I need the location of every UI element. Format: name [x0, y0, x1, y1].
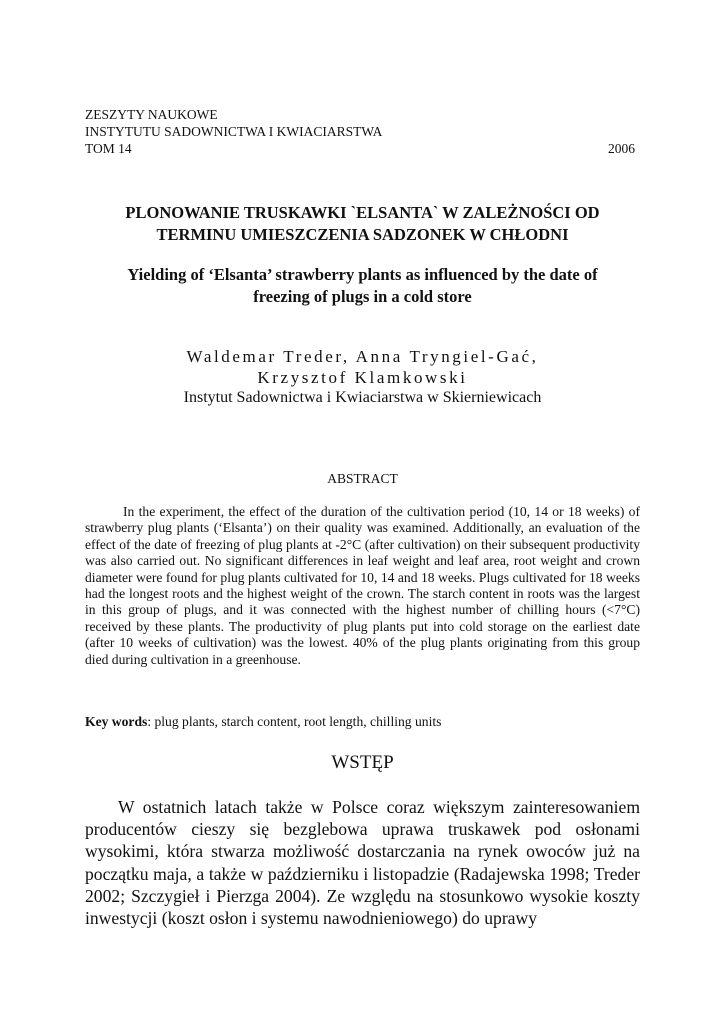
- section-body-text: W ostatnich latach także w Polsce coraz większym zainteresowaniem producentów cieszy się bezglebowa uprawa truskawek pod osłonami wysokimi, która stwarza możliwość dostarczania na rynek owoców już na początku maja, a także w październiku i listopadzie (Radajewska 1998; Treder 2002; Szczygieł i Pierzga 2004). Ze względu na stosunkowo wysokie koszty inwestycji (koszt osłon i systemu nawodnieniowego) do uprawy: [85, 797, 640, 929]
- title-polish-line1: PLONOWANIE TRUSKAWKI `ELSANTA` W ZALEŻNOŚCI OD: [125, 203, 600, 222]
- journal-name-line1: ZESZYTY NAUKOWE: [85, 107, 218, 122]
- journal-name-line2: INSTYTUTU SADOWNICTWA I KWIACIARSTWA: [85, 124, 383, 139]
- journal-year: 2006: [608, 141, 635, 156]
- section-heading: WSTĘP: [331, 752, 394, 773]
- title-polish: [70, 202, 655, 246]
- title-english-line2: freezing of plugs in a cold store: [253, 287, 472, 306]
- authors-line1: Waldemar Treder, Anna Tryngiel-Gać,: [186, 347, 539, 366]
- title-english-line1: Yielding of ‘Elsanta’ strawberry plants as influenced by the date of: [127, 265, 598, 284]
- keywords: [85, 713, 640, 730]
- abstract-text: In the experiment, the effect of the duration of the cultivation period (10, 14 or 18 weeks) of strawberry plug plants (‘Elsanta’) on their quality was examined. Additionally, an evaluation of the effect of the date of freezing of plug plants at -2°C (after cultivation) on their subsequent productivity was also carried out. No significant differences in leaf weight and leaf area, root weight and crown diameter were found for plug plants cultivated for 10, 14 and 18 weeks. Plugs cultivated for 18 weeks had the longest roots and the highest weight of the crown. The starch content in roots was the largest in this group of plugs, and it was connected with the highest number of chilling hours (<7°C) received by these plants. The productivity of plug plants put into cold storage on the earliest date (after 10 weeks of cultivation) was the lowest. 40% of the plug plants originating from this group died during cultivation in a greenhouse.: [85, 504, 640, 667]
- affiliation: Instytut Sadownictwa i Kwiaciarstwa w Skierniewicach: [183, 389, 542, 406]
- authors: [70, 346, 655, 388]
- keywords-text: : plug plants, starch content, root length, chilling units: [147, 714, 442, 729]
- journal-volume-row: [85, 140, 635, 157]
- abstract-heading: ABSTRACT: [327, 471, 398, 486]
- title-english: [70, 264, 655, 308]
- authors-line2: Krzysztof Klamkowski: [257, 368, 468, 387]
- keywords-label: Key words: [85, 714, 148, 729]
- journal-header: [85, 106, 635, 157]
- title-polish-line2: TERMINU UMIESZCZENIA SADZONEK W CHŁODNI: [156, 225, 569, 244]
- journal-volume: TOM 14: [85, 141, 132, 156]
